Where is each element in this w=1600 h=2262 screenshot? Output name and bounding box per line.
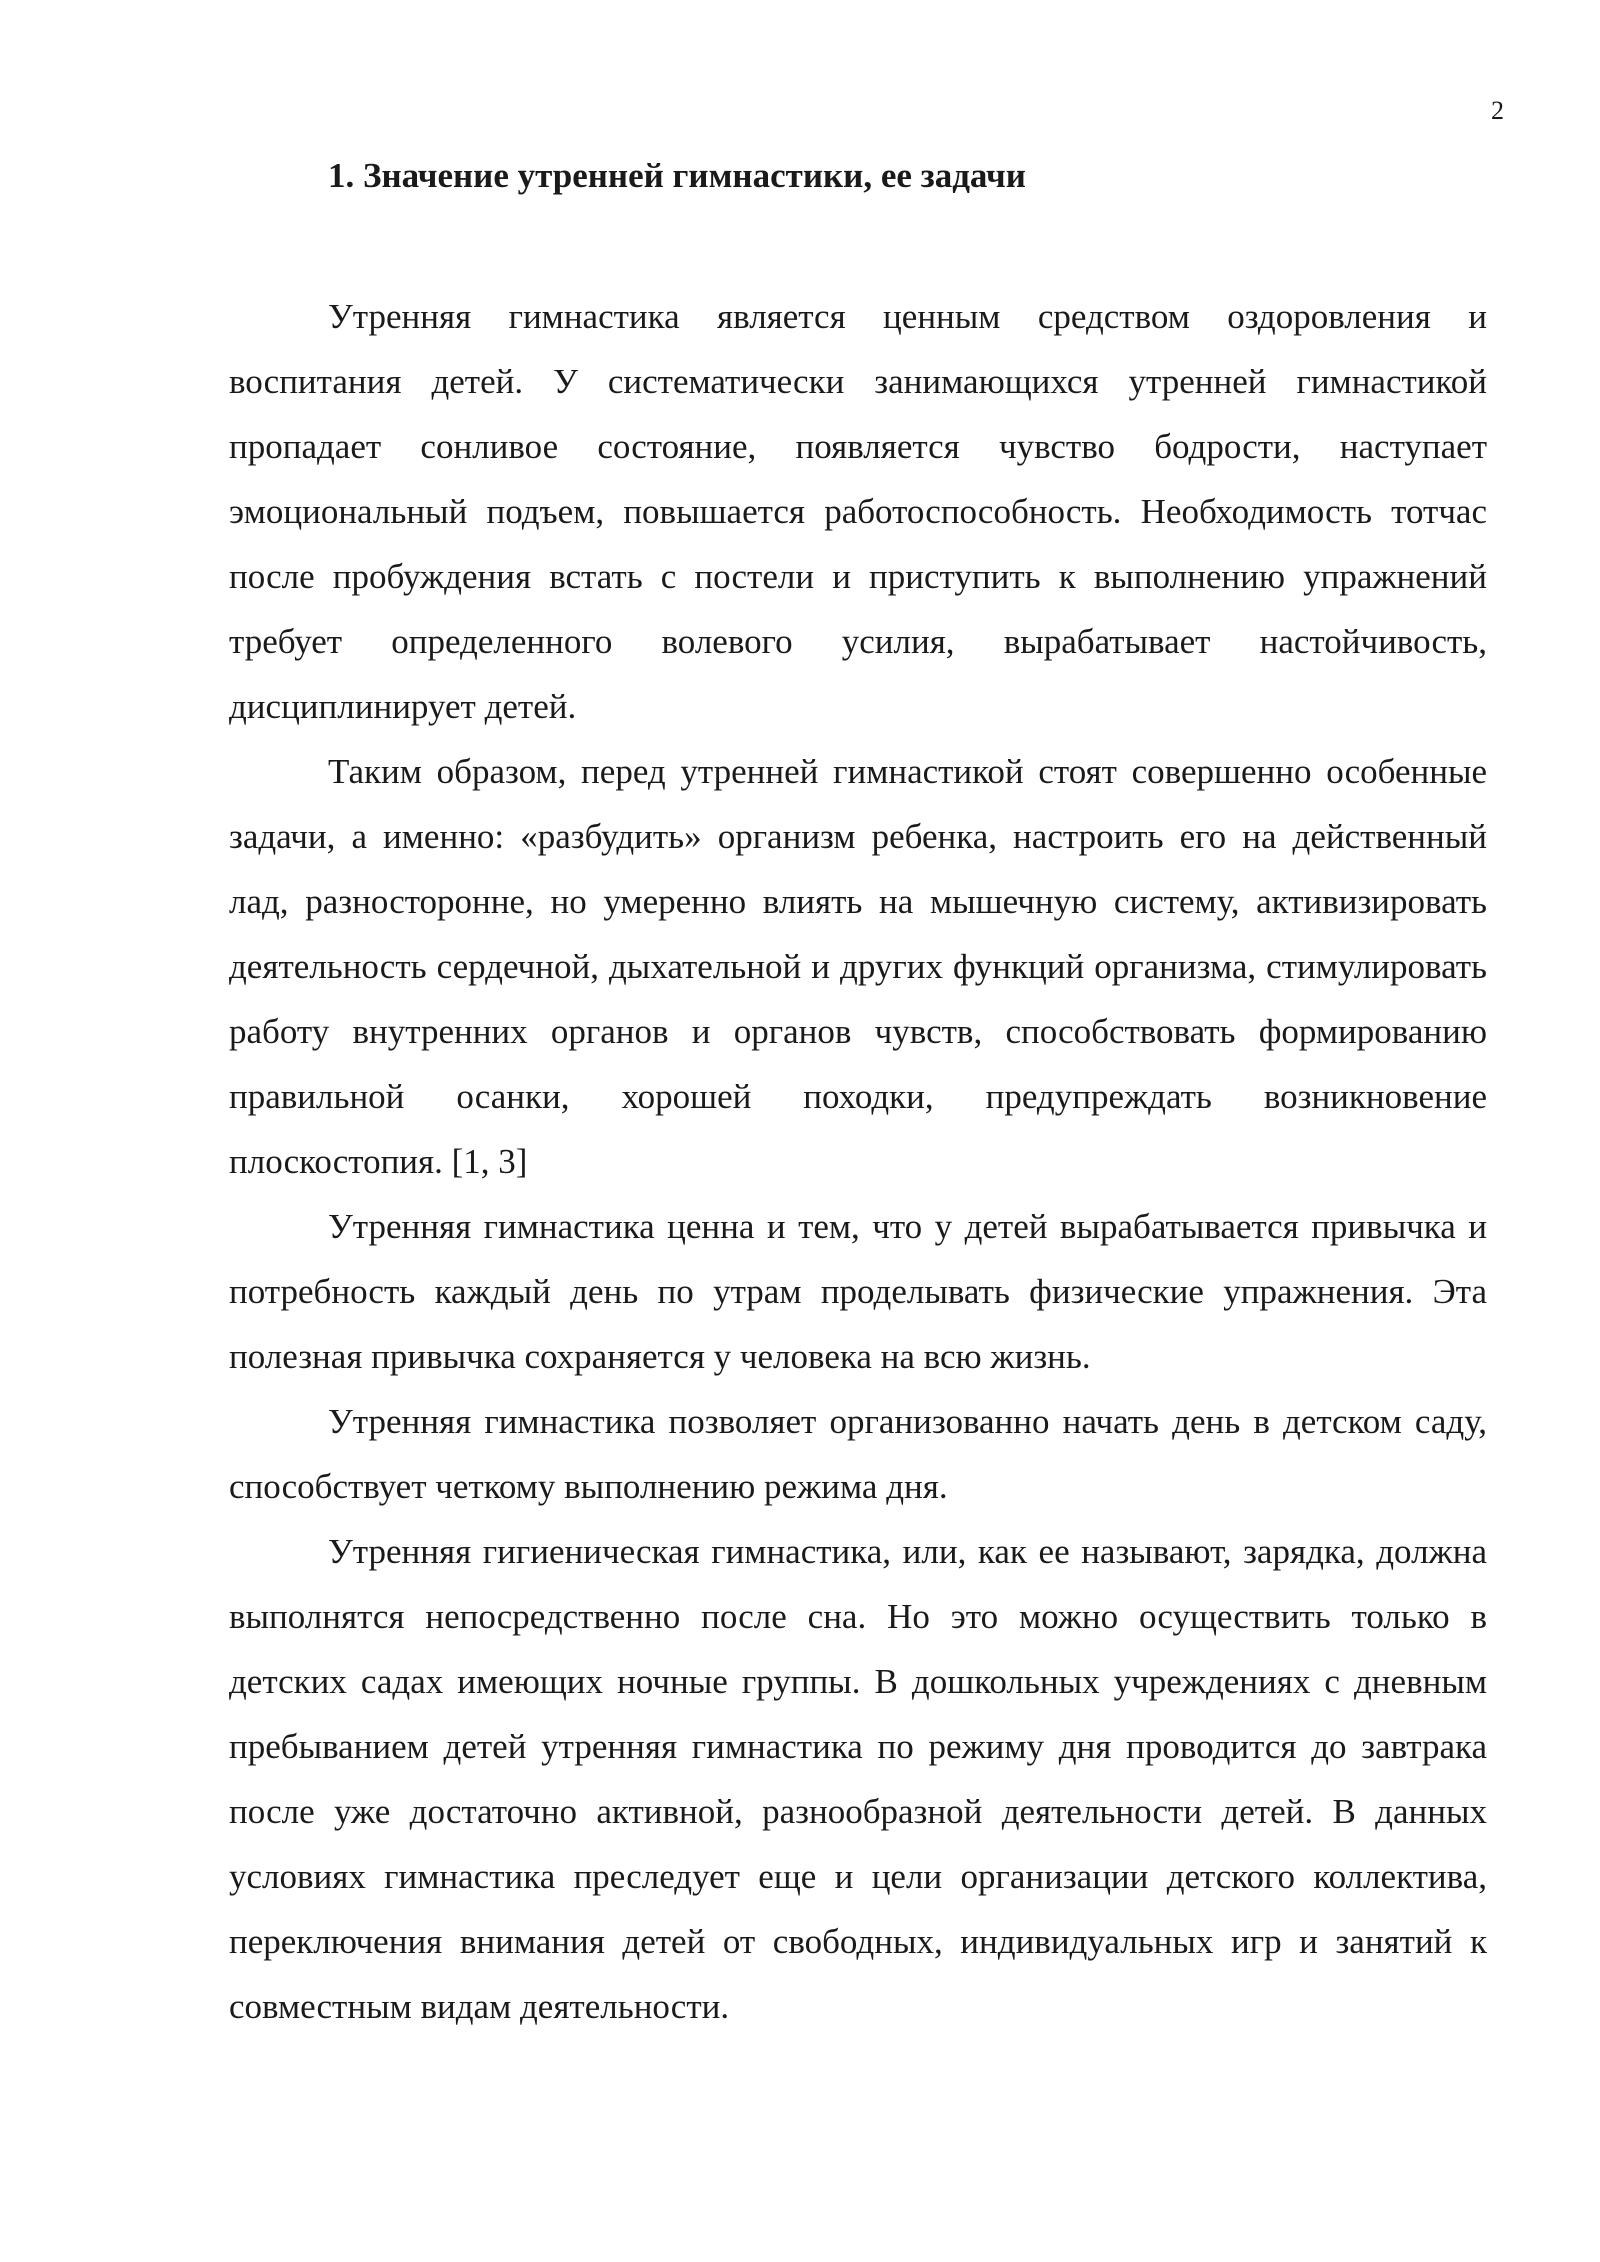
paragraph: Утренняя гимнастика ценна и тем, что у детей вырабатывается привычка и потребность каждый день по утрам проделывать физические упражнения. Эта полезная привычка сохраняется у человека на всю жизнь. bbox=[229, 1207, 1487, 1376]
paragraph: Утренняя гимнастика позволяет организованно начать день в детском саду, способствует четкому выполнению режима дня. bbox=[229, 1402, 1487, 1506]
section-body bbox=[229, 284, 1487, 2039]
section-heading: 1. Значение утренней гимнастики, ее задачи bbox=[328, 156, 1026, 195]
paragraph: Утренняя гигиеническая гимнастика, или, как ее называют, зарядка, должна выполнятся непосредственно после сна. Но это можно осуществить только в детских садах имеющих ночные группы. В дошкольных учреждениях с дневным пребыванием детей утренняя гимнастика по режиму дня проводится до завтрака после уже достаточно активной, разнообразной деятельности детей. В данных условиях гимнастика преследует еще и цели организации детского коллектива, переключения внимания детей от свободных, индивидуальных игр и занятий к совместным видам деятельности. bbox=[229, 1532, 1487, 2026]
paragraph: Таким образом, перед утренней гимнастикой стоят совершенно особенные задачи, а именно: «разбудить» организм ребенка, настроить его на действенный лад, разносторонне, но умеренно влиять на мышечную систему, активизировать деятельность сердечной, дыхательной и других функций организма, стимулировать работу внутренних органов и органов чувств, способствовать формированию правильной осанки, хорошей походки, предупреждать возникновение плоскостопия. [1, 3] bbox=[229, 752, 1487, 1181]
paragraph: Утренняя гимнастика является ценным средством оздоровления и воспитания детей. У систематически занимающихся утренней гимнастикой пропадает сонливое состояние, появляется чувство бодрости, наступает эмоциональный подъем, повышается работоспособность. Необходимость тотчас после пробуждения встать с постели и приступить к выполнению упражнений требует определенного волевого усилия, вырабатывает настойчивость, дисциплинирует детей. bbox=[229, 297, 1487, 726]
page-number: 2 bbox=[1491, 96, 1504, 125]
